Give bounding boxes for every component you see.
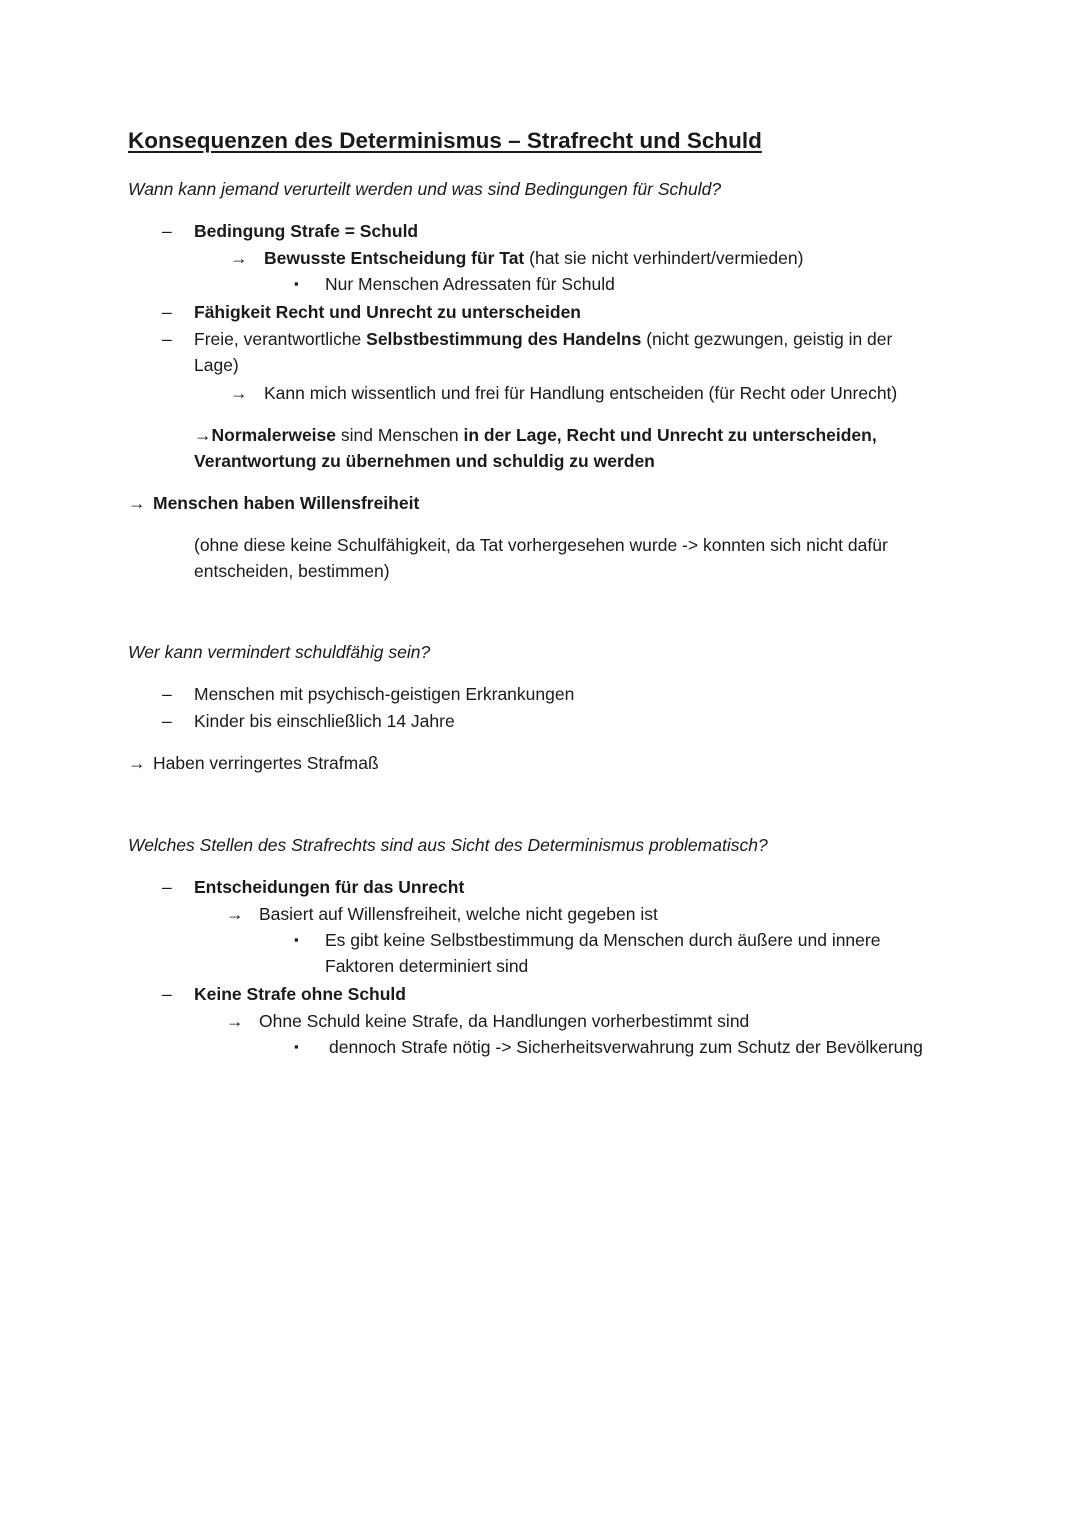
section3-question: Welches Stellen des Strafrechts sind aus Sicht des Determinismus problematisch?: [128, 835, 768, 855]
s2-conclusion: Haben verringertes Strafmaß: [153, 753, 379, 773]
arrow-icon: →: [230, 248, 248, 268]
s3-item1-subsub-line1: Es gibt keine Selbstbestimmung da Menschen durch äußere und innere: [325, 930, 881, 950]
dash-marker: –: [162, 684, 172, 704]
square-bullet-icon: ▪: [294, 1039, 299, 1054]
s1-item1-subsub: Nur Menschen Adressaten für Schuld: [325, 274, 615, 294]
square-bullet-icon: ▪: [294, 932, 299, 947]
s1-explanation-line2: entscheiden, bestimmen): [194, 561, 390, 581]
list-item: Menschen mit psychisch-geistigen Erkrankungen: [194, 684, 575, 704]
dash-marker: –: [162, 221, 172, 241]
arrow-icon: →: [128, 493, 146, 513]
s1-conclusion: Menschen haben Willensfreiheit: [153, 493, 420, 513]
dash-marker: –: [162, 329, 172, 349]
list-item: Kinder bis einschließlich 14 Jahre: [194, 711, 455, 731]
s1-note-bold2: in der Lage, Recht und Unrecht zu unterscheiden,: [463, 425, 877, 445]
s3-item1: Entscheidungen für das Unrecht: [194, 877, 465, 897]
s1-item3-sub: Kann mich wissentlich und frei für Handlung entscheiden (für Recht oder Unrecht): [264, 383, 898, 403]
s1-item3-line2: Lage): [194, 355, 239, 375]
dash-marker: –: [162, 877, 172, 897]
s1-item3-post: (nicht gezwungen, geistig in der: [641, 329, 893, 349]
s1-item1: Bedingung Strafe = Schuld: [194, 221, 419, 241]
arrow-icon: →: [194, 425, 212, 445]
s1-item3: [194, 326, 892, 352]
dash-marker: –: [162, 984, 172, 1004]
section2-question: Wer kann vermindert schuldfähig sein?: [128, 642, 431, 662]
s1-item2: Fähigkeit Recht und Unrecht zu unterscheiden: [194, 302, 581, 322]
s1-item1-sub: [264, 245, 803, 271]
s1-item1-sub-bold: Bewusste Entscheidung für Tat: [264, 248, 525, 268]
s3-item1-sub: Basiert auf Willensfreiheit, welche nicht gegeben ist: [259, 904, 658, 924]
dash-marker: –: [162, 711, 172, 731]
s3-item2-sub: Ohne Schuld keine Strafe, da Handlungen vorherbestimmt sind: [259, 1011, 750, 1031]
s3-item2-subsub: dennoch Strafe nötig -> Sicherheitsverwahrung zum Schutz der Bevölkerung: [329, 1037, 923, 1057]
s1-item3-bold: Selbstbestimmung des Handelns: [366, 329, 642, 349]
arrow-icon: →: [230, 383, 248, 403]
s1-note-mid: sind Menschen: [336, 425, 464, 445]
s1-note-line2: Verantwortung zu übernehmen und schuldig zu werden: [194, 451, 655, 471]
arrow-icon: →: [226, 904, 244, 924]
section1-question: Wann kann jemand verurteilt werden und was sind Bedingungen für Schuld?: [128, 179, 722, 199]
s1-note-bold1: Normalerweise: [211, 425, 337, 445]
s1-item1-sub-rest: (hat sie nicht verhindert/vermieden): [524, 248, 804, 268]
s3-item1-subsub-line2: Faktoren determiniert sind: [325, 956, 529, 976]
document-title: Konsequenzen des Determinismus – Strafrecht und Schuld: [128, 128, 762, 153]
s3-item2: Keine Strafe ohne Schuld: [194, 984, 406, 1004]
arrow-icon: →: [226, 1011, 244, 1031]
s1-explanation-line1: (ohne diese keine Schulfähigkeit, da Tat vorhergesehen wurde -> konnten sich nicht dafür: [194, 535, 888, 555]
s1-note: [194, 422, 877, 448]
square-bullet-icon: ▪: [294, 276, 299, 291]
s1-item3-pre: Freie, verantwortliche: [194, 329, 367, 349]
arrow-icon: →: [128, 753, 146, 773]
dash-marker: –: [162, 302, 172, 322]
